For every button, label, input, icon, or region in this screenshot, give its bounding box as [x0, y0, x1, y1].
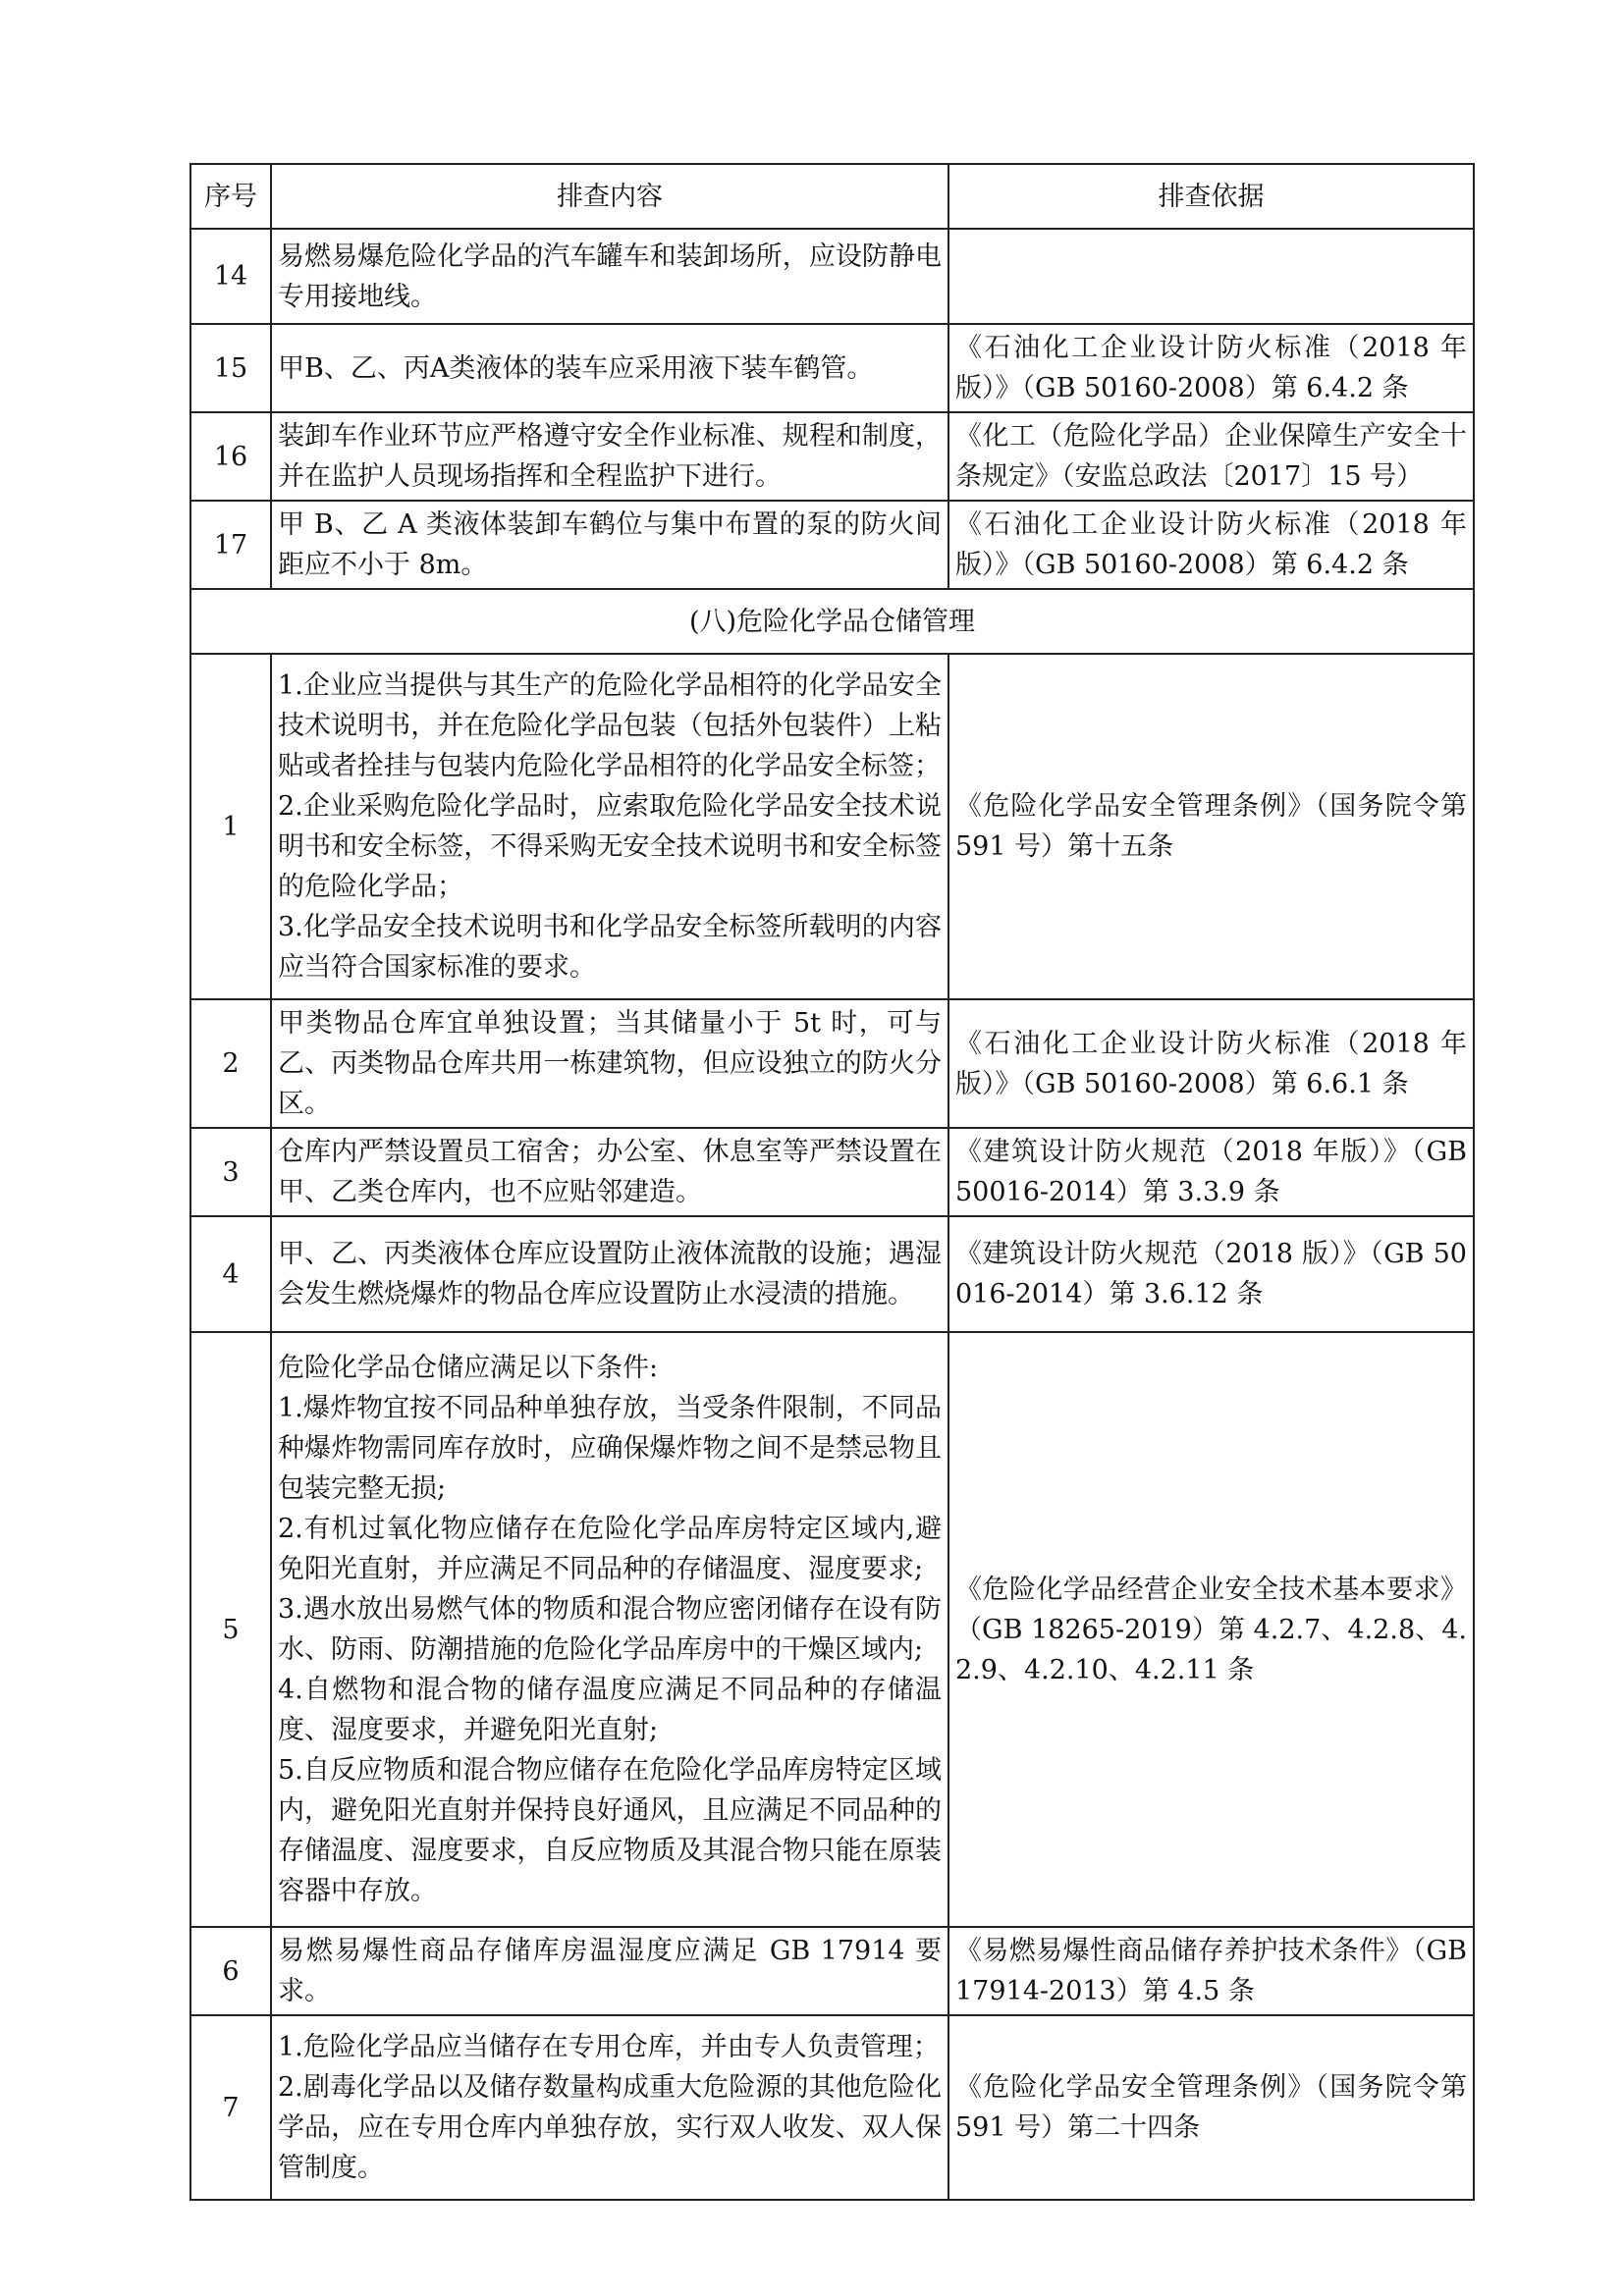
row-no: 1	[190, 654, 271, 999]
table-row	[190, 412, 1474, 501]
content-line: 1.危险化学品应当储存在专用仓库，并由专人负责管理；	[278, 2032, 940, 2062]
row-basis: 《危险化学品安全管理条例》（国务院令第 591 号）第二十四条	[948, 2015, 1474, 2200]
row-no: 17	[190, 501, 271, 589]
row-content	[271, 501, 948, 589]
content-line: 装卸车作业环节应严格遵守安全作业标准、规程和制度，并在监护人员现场指挥和全程监护下进行。	[278, 421, 942, 492]
row-content	[271, 412, 948, 501]
inspection-table-page	[189, 163, 1473, 2201]
content-line: 甲类物品仓库宜单独设置；当其储量小于 5t 时，可与乙、丙类物品仓库共用一栋建筑物，但应设独立的防火分区。	[278, 1008, 942, 1119]
row-basis: 《易燃易爆性商品储存养护技术条件》（GB 17914-2013）第 4.5 条	[948, 1927, 1474, 2015]
row-content	[271, 1216, 948, 1332]
table-row	[190, 324, 1474, 412]
content-line: 易燃易爆危险化学品的汽车罐车和装卸场所，应设防静电专用接地线。	[278, 240, 942, 312]
content-line: 易燃易爆性商品存储库房温湿度应满足 GB 17914 要求。	[278, 1936, 942, 2006]
row-basis: 《石油化工企业设计防火标准（2018 年版）》（GB 50160-2008）第 6.6.1 条	[948, 999, 1474, 1128]
row-basis: 《危险化学品安全管理条例》（国务院令第 591 号）第十五条	[948, 654, 1474, 999]
row-basis: 《建筑设计防火规范（2018 年版）》（GB 50016-2014）第 3.3.9 条	[948, 1128, 1474, 1216]
row-content	[271, 1332, 948, 1927]
content-line: 甲 B、乙 A 类液体装卸车鹤位与集中布置的泵的防火间距应不小于 8m。	[278, 509, 942, 580]
row-basis: 《建筑设计防火规范（2018 版）》（GB 50016-2014）第 3.6.12 条	[948, 1216, 1474, 1332]
content-line: 危险化学品仓储应满足以下条件:	[278, 1353, 659, 1383]
content-line: 2.企业采购危险化学品时，应索取危险化学品安全技术说明书和安全标签，不得采购无安全技术说明书和安全标签的危险化学品；	[278, 791, 942, 902]
content-line: 3.化学品安全技术说明书和化学品安全标签所载明的内容应当符合国家标准的要求。	[278, 912, 942, 983]
content-line: 2.剧毒化学品以及储存数量构成重大危险源的其他危险化学品，应在专用仓库内单独存放，实行双人收发、双人保管制度。	[278, 2072, 942, 2183]
row-basis: 《石油化工企业设计防火标准（2018 年版）》（GB 50160-2008）第 6.4.2 条	[948, 501, 1474, 589]
table-row	[190, 229, 1474, 324]
table-row	[190, 1216, 1474, 1332]
row-no: 4	[190, 1216, 271, 1332]
row-no: 16	[190, 412, 271, 501]
row-no: 7	[190, 2015, 271, 2200]
header-content: 排查内容	[271, 164, 948, 229]
row-no: 14	[190, 229, 271, 324]
row-content	[271, 1927, 948, 2015]
row-basis: 《石油化工企业设计防火标准（2018 年版）》（GB 50160-2008）第 6.4.2 条	[948, 324, 1474, 412]
content-line: 甲、乙、丙类液体仓库应设置防止液体流散的设施；遇湿会发生燃烧爆炸的物品仓库应设置防止水浸渍的措施。	[278, 1239, 942, 1309]
content-line: 1.爆炸物宜按不同品种单独存放，当受条件限制，不同品种爆炸物需同库存放时，应确保爆炸物之间不是禁忌物且包装完整无损;	[278, 1393, 942, 1504]
content-line: 3.遇水放出易燃气体的物质和混合物应密闭储存在设有防水、防雨、防潮措施的危险化学品库房中的干燥区域内;	[278, 1594, 942, 1665]
row-basis: 《危险化学品经营企业安全技术基本要求》（GB 18265-2019）第 4.2.7、4.2.8、4.2.9、4.2.10、4.2.11 条	[948, 1332, 1474, 1927]
content-line: 仓库内严禁设置员工宿舍；办公室、休息室等严禁设置在甲、乙类仓库内，也不应贴邻建造。	[278, 1137, 942, 1207]
table-row	[190, 1927, 1474, 2015]
table-row	[190, 1332, 1474, 1927]
row-content	[271, 999, 948, 1128]
row-basis: 《化工（危险化学品）企业保障生产安全十条规定》（安监总政法〔2017〕15 号）	[948, 412, 1474, 501]
row-no: 2	[190, 999, 271, 1128]
row-basis	[948, 229, 1474, 324]
content-line: 4.自燃物和混合物的储存温度应满足不同品种的存储温度、湿度要求，并避免阳光直射;	[278, 1675, 942, 1745]
row-content	[271, 229, 948, 324]
row-no: 15	[190, 324, 271, 412]
inspection-table	[189, 163, 1475, 2201]
row-content	[271, 1128, 948, 1216]
row-content	[271, 2015, 948, 2200]
content-line: 5.自反应物质和混合物应储存在危险化学品库房特定区域内，避免阳光直射并保持良好通风，且应满足不同品种的存储温度、湿度要求，自反应物质及其混合物只能在原装容器中存放。	[278, 1755, 942, 1906]
row-no: 6	[190, 1927, 271, 2015]
section-title: (八)危险化学品仓储管理	[190, 589, 1474, 654]
header-basis: 排查依据	[948, 164, 1474, 229]
content-line: 2.有机过氧化物应储存在危险化学品库房特定区域内,避免阳光直射，并应满足不同品种的存储温度、湿度要求;	[278, 1514, 942, 1584]
row-content	[271, 324, 948, 412]
row-no: 5	[190, 1332, 271, 1927]
table-header-row	[190, 164, 1474, 229]
content-line: 甲B、乙、丙A类液体的装车应采用液下装车鹤管。	[278, 352, 874, 384]
content-line: 1.企业应当提供与其生产的危险化学品相符的化学品安全技术说明书，并在危险化学品包装（包括外包装件）上粘贴或者拴挂与包装内危险化学品相符的化学品安全标签；	[278, 670, 942, 781]
row-content	[271, 654, 948, 999]
row-no: 3	[190, 1128, 271, 1216]
section-row	[190, 589, 1474, 654]
table-row	[190, 999, 1474, 1128]
table-row	[190, 1128, 1474, 1216]
table-row	[190, 2015, 1474, 2200]
table-row	[190, 654, 1474, 999]
header-no: 序号	[190, 164, 271, 229]
table-row	[190, 501, 1474, 589]
